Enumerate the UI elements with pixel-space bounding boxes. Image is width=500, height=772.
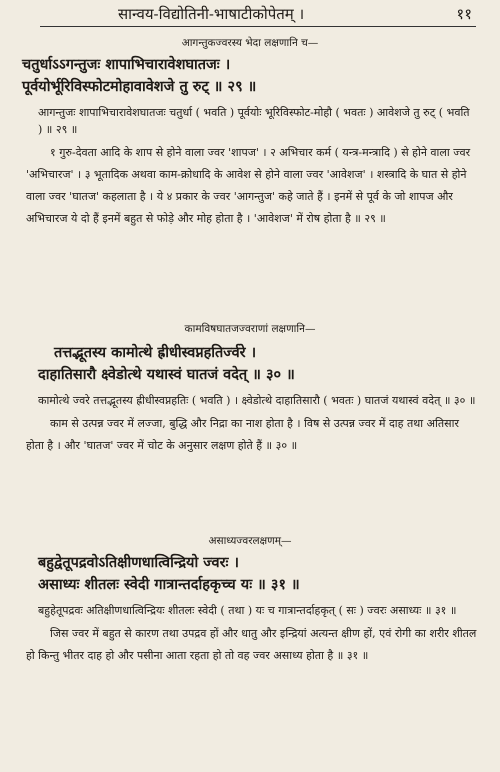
verse-line: बहुद्वेतूपद्रवोऽतिक्षीणधात्विन्द्रियो ज्वरः ।: [38, 554, 240, 571]
section-heading: कामविषघातजज्वराणां लक्षणानि—: [184, 323, 316, 335]
section-heading: आगन्तुकज्वरस्य भेदा लक्षणानि च—: [181, 37, 319, 49]
verse-line: पूर्वयोर्भूरिविस्फोटमोहावावेशजे तु रुट् ॥ २९ ॥: [22, 78, 257, 95]
running-title: सान्वय-विद्योतिनी-भाषाटीकोपेतम् ।: [118, 5, 305, 23]
section-1: [0, 36, 500, 230]
commentary: काम से उत्पन्न ज्वर में लज्जा, बुद्धि और निद्रा का नाश होता है । विष से उत्पन्न ज्वर में दाह तथा अतिसार होता है । और 'घातज' ज्वर में चोट के अनुसार लक्षण होते हैं ॥ ३० ॥: [26, 417, 459, 452]
section-3: [0, 534, 500, 667]
verse-line: असाध्यः शीतलः स्वेदी गात्रान्तर्दाहकृच्च यः ॥ ३१ ॥: [38, 576, 300, 593]
commentary: जिस ज्वर में बहुत से कारण तथा उपद्रव हों और धातु और इन्द्रियां अत्यन्त क्षीण हों, एवं रोगी का शरीर शीतल हो किन्तु भीतर दाह हो और पसीना आता रहता हो तो वह ज्वर असाध्य होता है ॥ ३१ ॥: [26, 627, 477, 662]
anvaya-gloss: आगन्तुजः शापाभिचारावेशघातजः चतुर्धा ( भवति ) पूर्वयोः भूरिविस्फोट-मोहौ ( भवतः ) आवेशजे तु रुट् ( भवति ) ॥ २९ ॥: [38, 106, 470, 136]
section-heading: असाध्यज्वरलक्षणम्—: [208, 535, 292, 547]
commentary: १ गुरु-देवता आदि के शाप से होने वाला ज्वर 'शापज' । २ अभिचार कर्म ( यन्त्र-मन्त्रादि ) से होने वाला ज्वर 'अभिचारज' । ३ भूतादिक अथवा काम-क्रोधादि के आवेश से होने वाला ज्वर 'आवेशज' । शस्त्रादि के घात से होने वाला ज्वर 'घातज' कहलाता है । ये ४ प्रकार के ज्वर 'आगन्तुज' कहे जाते हैं । इनमें से पूर्व के जो शापज और अभिचारज ये दो हैं इनमें बहुत से फोड़े और मोह होता है । 'आवेशज' में रोष होता है ॥ २९ ॥: [26, 146, 471, 225]
header-rule: [40, 26, 476, 27]
verse-line: चतुर्धाऽऽगन्तुजः शापाभिचारावेशघातजः ।: [22, 56, 231, 73]
running-header: [0, 2, 500, 26]
verse-line: दाहातिसारौ क्ष्वेडोत्थे यथास्वं घातजं वदेत् ॥ ३० ॥: [38, 366, 295, 383]
anvaya-gloss: बहुहेतूपद्रवः अतिक्षीणधात्विन्द्रियः शीतलः स्वेदी ( तथा ) यः च गात्रान्तर्दाहकृत् ( सः ) ज्वरः असाध्यः ॥ ३१ ॥: [38, 604, 457, 617]
verse-line: तत्तद्भूतस्य कामोत्थे ह्रीधीस्वप्नहतिर्ज्वरे ।: [54, 344, 257, 361]
anvaya-gloss: कामोत्थे ज्वरे तत्तद्भूतस्य ह्रीधीस्वप्नहतिः ( भवति ) । क्ष्वेडोत्थे दाहातिसारौ ( भवतः ) घातजं यथास्वं वदेत् ॥ ३० ॥: [38, 394, 476, 407]
section-2: [0, 322, 500, 457]
page-number: ११: [456, 5, 472, 23]
